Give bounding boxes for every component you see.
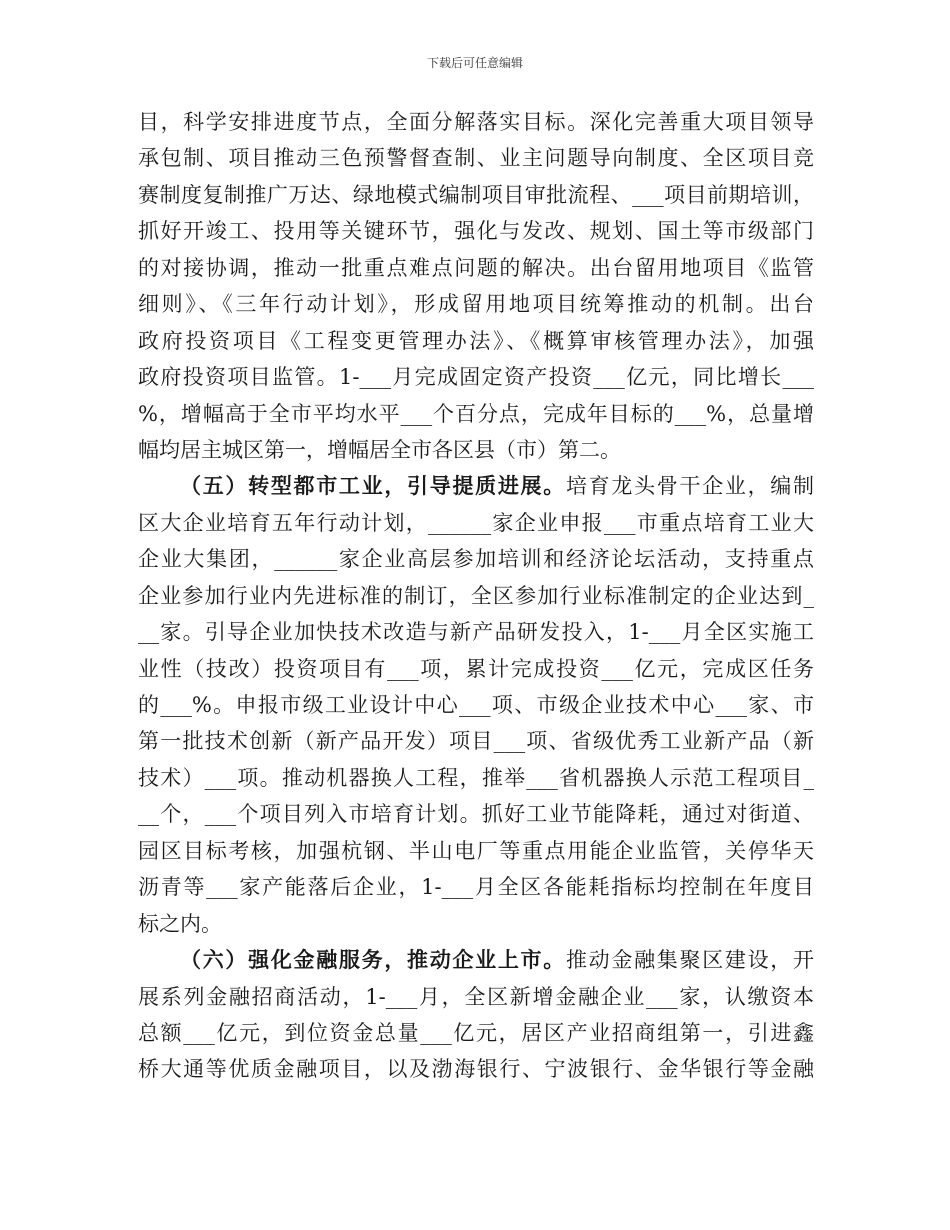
text-line: 的___%。申报市级工业设计中心___项、市级企业技术中心___家、市 — [138, 693, 814, 717]
text-line: 政府投资项目《工程变更管理办法》、《概算审核管理办法》，加强 — [138, 328, 814, 353]
text-line: 企业大集团，______家企业高层参加培训和经济论坛活动，支持重点 — [138, 547, 814, 572]
text-line: __个，___个项目列入市培育计划。抓好工业节能降耗，通过对街道、 — [138, 802, 814, 827]
text-line: 桥大通等优质金融项目，以及渤海银行、宁波银行、金华银行等金融 — [138, 1057, 814, 1082]
text-line: 抓好开竣工、投用等关键环节，强化与发改、规划、国土等市级部门 — [138, 219, 814, 244]
text-line — [138, 942, 814, 978]
text-run: 培育龙头骨干企业，编制 — [565, 474, 815, 499]
text-line: 第一批技术创新（新产品开发）项目___项、省级优秀工业新产品（新 — [138, 729, 814, 754]
text-line: __家。引导企业加快技术改造与新产品研发投入，1-___月全区实施工 — [138, 620, 814, 645]
text-line: 技术）___项。推动机器换人工程，推举___省机器换人示范工程项目_ — [138, 765, 814, 790]
paragraph — [138, 942, 814, 1088]
section-heading: （五）转型都市工业，引导提质进展。 — [180, 473, 566, 499]
text-line: %，增幅高于全市平均水平___个百分点，完成年目标的___%，总量增 — [138, 401, 814, 426]
text-line: 企业参加行业内先进标准的制订，全区参加行业标准制定的企业达到_ — [138, 583, 814, 608]
text-line: 细则》、《三年行动计划》，形成留用地项目统筹推动的机制。出台 — [138, 292, 814, 317]
text-line: 政府投资项目监管。1-___月完成固定资产投资___亿元，同比增长___ — [138, 365, 814, 390]
paragraph — [138, 104, 814, 468]
text-line: 赛制度复制推广万达、绿地模式编制项目审批流程、___项目前期培训， — [138, 182, 814, 207]
text-line: 总额___亿元，到位资金总量___亿元，居区产业招商组第一，引进鑫 — [138, 1020, 814, 1045]
text-line: 沥青等___家产能落后企业，1-___月全区各能耗指标均控制在年度目 — [138, 875, 814, 900]
text-line: 目，科学安排进度节点，全面分解落实目标。深化完善重大项目领导 — [138, 110, 814, 134]
text-line: 展系列金融招商活动，1-___月，全区新增金融企业___家，认缴资本 — [138, 984, 814, 1009]
text-line: 标之内。 — [138, 911, 222, 936]
document-body — [138, 104, 814, 1088]
text-line: 业性（技改）投资项目有___项，累计完成投资___亿元，完成区任务 — [138, 656, 814, 681]
text-line: 的对接协调，推动一批重点难点问题的解决。出台留用地项目《监管 — [138, 255, 814, 280]
text-line: 园区目标考核，加强杭钢、半山电厂等重点用能企业监管，关停华天 — [138, 838, 814, 863]
text-line: 幅均居主城区第一，增幅居全市各区县（市）第二。 — [138, 437, 621, 462]
paragraph — [138, 468, 814, 942]
text-line: 区大企业培育五年行动计划，______家企业申报___市重点培育工业大 — [138, 510, 814, 535]
text-line — [138, 468, 814, 504]
page-header-note: 下载后可任意编辑 — [426, 56, 523, 70]
text-line: 承包制、项目推动三色预警督查制、业主问题导向制度、全区项目竞 — [138, 146, 814, 171]
section-heading: （六）强化金融服务，推动企业上市。 — [180, 947, 566, 973]
text-run: 推动金融集聚区建设，开 — [565, 948, 815, 973]
